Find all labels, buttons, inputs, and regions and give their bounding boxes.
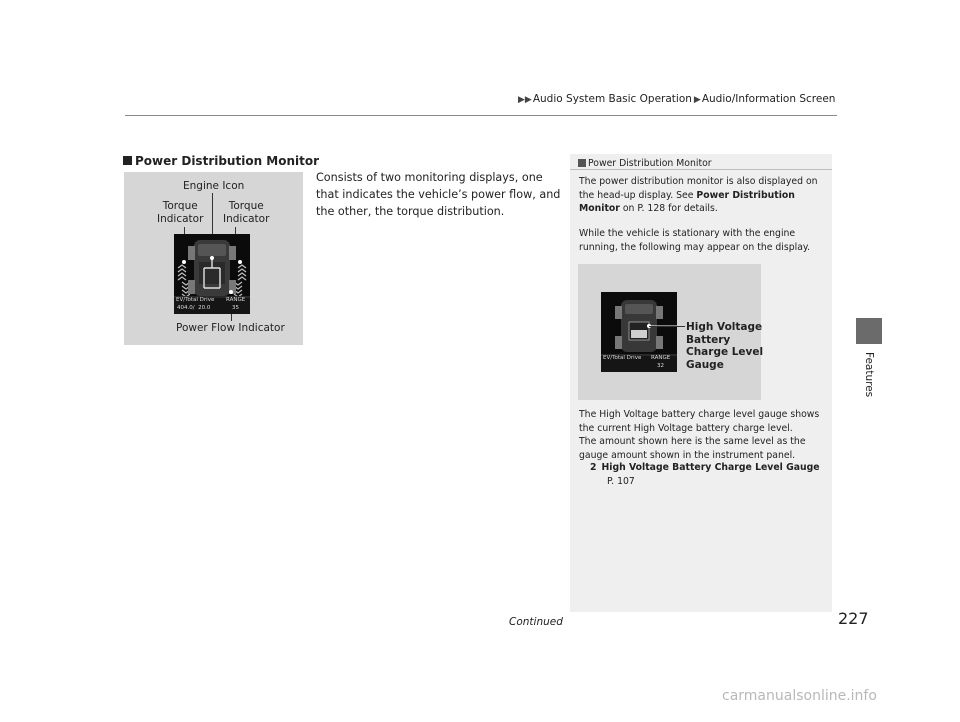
breadcrumb-item[interactable]: Audio/Information Screen bbox=[701, 93, 836, 105]
breadcrumb-item[interactable]: Audio System Basic Operation bbox=[532, 93, 692, 105]
torque-indicator-right-callout: Torque Indicator bbox=[223, 200, 270, 225]
watermark: carmanualsonline.info bbox=[722, 688, 877, 704]
hv-battery-gauge-callout: High Voltage Battery Charge Level Gauge bbox=[686, 321, 764, 371]
note-panel bbox=[570, 154, 832, 612]
continued-label: Continued bbox=[509, 616, 563, 628]
engine-icon-callout: Engine Icon bbox=[183, 180, 245, 192]
body-paragraph: Consists of two monitoring displays, one that indicates the vehicle’s power flow, and the other, the torque distribution. bbox=[316, 171, 561, 218]
note-title: Power Distribution Monitor bbox=[578, 158, 712, 169]
leader-line bbox=[649, 326, 685, 327]
range-label: RANGE bbox=[226, 297, 246, 303]
power-distribution-figure bbox=[124, 172, 303, 345]
ev-total-drive-label: EV/Total Drive bbox=[603, 355, 642, 361]
triangle-right-icon: ▶▶ bbox=[518, 95, 532, 105]
range-value: 35 bbox=[232, 305, 239, 311]
charge-gauge-figure bbox=[578, 264, 764, 400]
cross-reference-link[interactable]: Power Distribution Monitor bbox=[579, 189, 795, 215]
reference-arrow-icon: 2 bbox=[590, 462, 597, 473]
power-flow-display bbox=[174, 234, 250, 314]
cross-reference[interactable]: 2 High Voltage Battery Charge Level Gauge bbox=[590, 462, 820, 473]
square-bullet-icon bbox=[123, 156, 132, 165]
note-paragraph: The High Voltage battery charge level gauge shows the current High Voltage battery charge level. The amount shown here is the same level as the gauge amount shown in the instrument panel. bbox=[579, 409, 820, 461]
header-rule bbox=[125, 115, 837, 116]
ev-total-drive-value: 404.0/ 20.0 bbox=[177, 305, 211, 311]
note-paragraph: While the vehicle is stationary with the engine running, the following may appear on the display. bbox=[579, 228, 811, 253]
charge-gauge-display bbox=[601, 292, 677, 372]
chapter-tab-marker[interactable] bbox=[856, 318, 882, 344]
ev-total-drive-label: EV/Total Drive bbox=[176, 297, 215, 303]
reference-page[interactable]: P. 107 bbox=[607, 476, 635, 487]
section-heading: Power Distribution Monitor bbox=[123, 154, 319, 168]
breadcrumb bbox=[518, 93, 835, 105]
triangle-right-icon: ▶ bbox=[693, 95, 701, 105]
note-paragraph: The power distribution monitor is also displayed on the head-up display. See Power Distribution Monitor on P. 128 for details. bbox=[579, 176, 818, 215]
page-number: 227 bbox=[838, 609, 869, 628]
range-label: RANGE bbox=[651, 355, 671, 361]
note-icon bbox=[578, 159, 586, 167]
power-flow-indicator-callout: Power Flow Indicator bbox=[176, 322, 285, 334]
note-divider bbox=[570, 169, 832, 170]
chapter-tab-label[interactable]: Features bbox=[863, 352, 875, 398]
range-value: 32 bbox=[657, 363, 664, 369]
torque-indicator-left-callout: Torque Indicator bbox=[157, 200, 204, 225]
leader-line bbox=[212, 193, 213, 238]
